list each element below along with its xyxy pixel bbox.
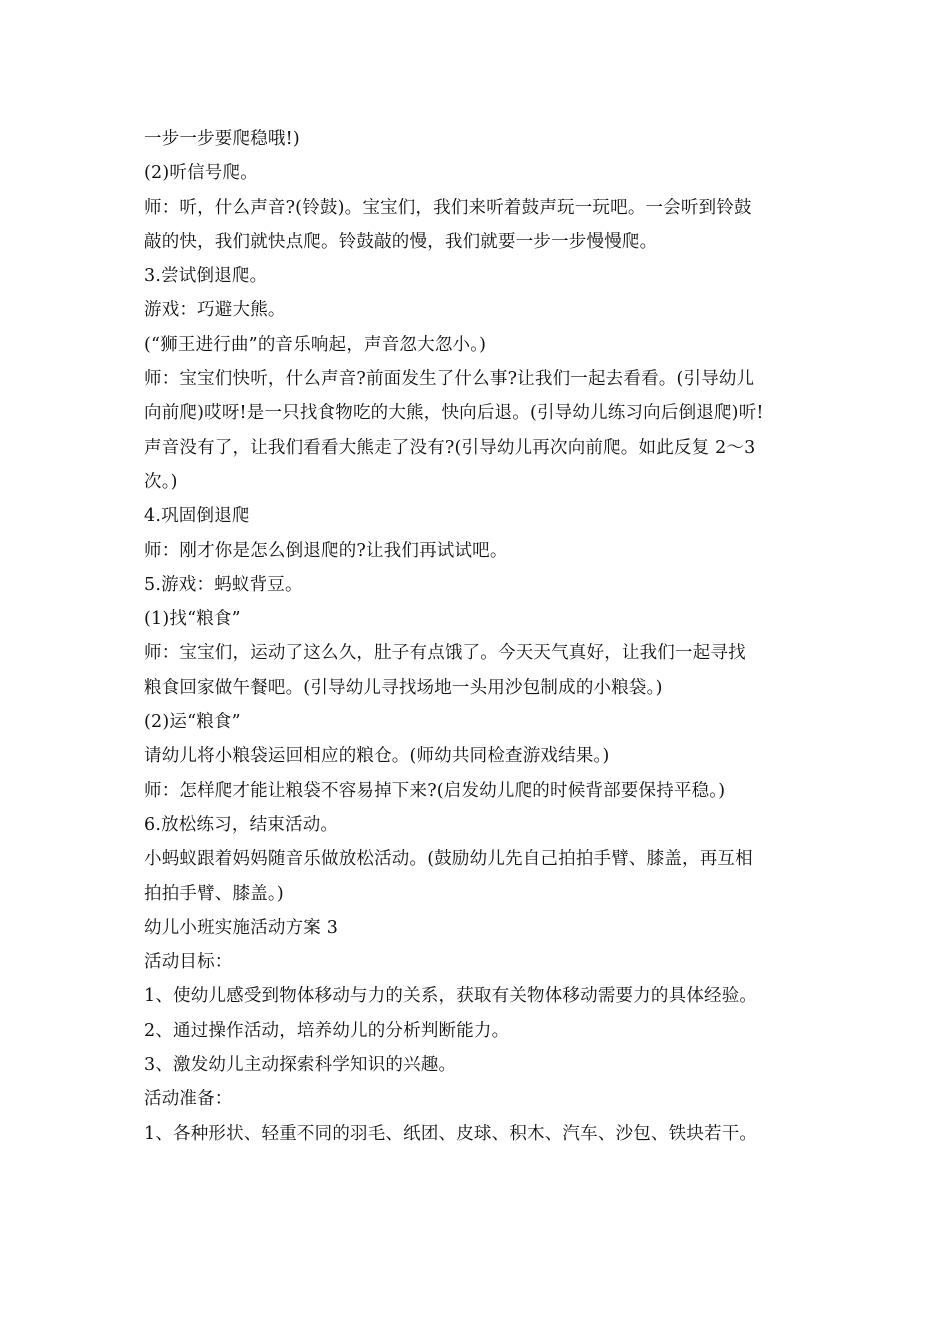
text-line: 活动目标： bbox=[144, 952, 233, 973]
text-line: 1、各种形状、轻重不同的羽毛、纸团、皮球、积木、汽车、沙包、铁块若干。 bbox=[144, 1123, 758, 1144]
text-line: 师：刚才你是怎么倒退爬的?让我们再试试吧。 bbox=[144, 540, 508, 561]
text-line: 1、使幼儿感受到物体移动与力的关系，获取有关物体移动需要力的具体经验。 bbox=[144, 986, 758, 1007]
text-line: 拍拍手臂、膝盖。) bbox=[144, 883, 284, 904]
text-line: 3.尝试倒退爬。 bbox=[144, 266, 268, 287]
section-heading: 幼儿小班实施活动方案 3 bbox=[144, 917, 339, 938]
text-line: 游戏：巧避大熊。 bbox=[144, 300, 286, 321]
text-line: 5.游戏：蚂蚁背豆。 bbox=[144, 574, 303, 595]
text-line: 4.巩固倒退爬 bbox=[144, 506, 250, 527]
text-line: 声音没有了，让我们看看大熊走了没有?(引导幼儿再次向前爬。如此反复 2～3 bbox=[144, 437, 756, 458]
document-body bbox=[144, 122, 820, 1151]
text-line: 请幼儿将小粮袋运回相应的粮仓。(师幼共同检查游戏结果。) bbox=[144, 746, 610, 767]
text-line: (2)听信号爬。 bbox=[144, 163, 258, 184]
text-line: 小蚂蚁跟着妈妈随音乐做放松活动。(鼓励幼儿先自己拍拍手臂、膝盖，再互相 bbox=[144, 849, 753, 870]
text-line: 一步一步要爬稳哦!) bbox=[144, 129, 300, 149]
text-line: 师：宝宝们，运动了这么久，肚子有点饿了。今天天气真好，让我们一起寻找 bbox=[144, 643, 746, 664]
text-line: (2)运“粮食” bbox=[144, 712, 241, 733]
text-line: 6.放松练习，结束活动。 bbox=[144, 814, 339, 835]
text-line: 2、通过操作活动，培养幼儿的分析判断能力。 bbox=[144, 1020, 510, 1041]
text-line: 向前爬)哎呀!是一只找食物吃的大熊，快向后退。(引导幼儿练习向后倒退爬)听! bbox=[144, 403, 764, 424]
text-line: 敲的快，我们就快点爬。铃鼓敲的慢，我们就要一步一步慢慢爬。 bbox=[144, 231, 658, 252]
text-line: 师：听，什么声音?(铃鼓)。宝宝们，我们来听着鼓声玩一玩吧。一会听到铃鼓 bbox=[144, 197, 752, 218]
text-line: 3、激发幼儿主动探索科学知识的兴趣。 bbox=[144, 1055, 457, 1076]
text-line: (“狮王进行曲”的音乐响起，声音忽大忽小。) bbox=[144, 334, 487, 355]
text-line: 次。) bbox=[144, 471, 178, 492]
text-line: 粮食回家做午餐吧。(引导幼儿寻找场地一头用沙包制成的小粮袋。) bbox=[144, 677, 663, 698]
text-line: 师：宝宝们快听，什么声音?前面发生了什么事?让我们一起去看看。(引导幼儿 bbox=[144, 369, 755, 390]
text-line: 师：怎样爬才能让粮袋不容易掉下来?(启发幼儿爬的时候背部要保持平稳。) bbox=[144, 780, 726, 801]
text-line: 活动准备： bbox=[144, 1089, 233, 1110]
text-line: (1)找“粮食” bbox=[144, 609, 241, 630]
